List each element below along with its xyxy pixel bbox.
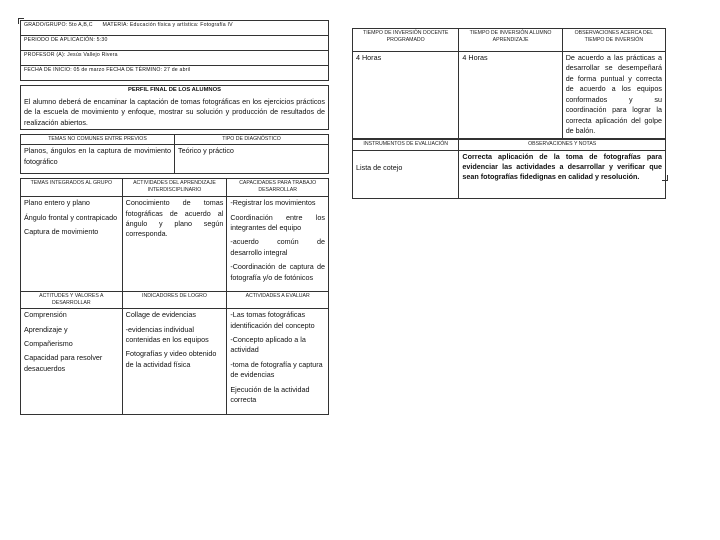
tiempo-table — [352, 28, 666, 139]
capacidad-item: -Coordinación de captura de fotografía y/o de fotónicos — [230, 262, 325, 282]
crop-mark — [18, 18, 24, 24]
indicador-item: -evidencias individual contenidas en los equipos — [125, 324, 209, 345]
indicador-item: Fotografías y video obtenido de la actividad física — [125, 349, 217, 369]
evaluar-item: -toma de fotografía y captura de evidencias — [230, 359, 323, 380]
materia-field: MATERIA: Educación física y artística: Fotografía IV — [102, 22, 233, 28]
capacidades-cell — [227, 197, 329, 292]
tiempo-docente-cell: 4 Horas — [353, 52, 459, 139]
tema-item: Plano entero y plano — [24, 198, 90, 208]
profesor-field: PROFESOR (A): Jesús Vallejo Rivera — [21, 51, 329, 66]
actitud-item: Capacidad para resolver desacuerdos — [24, 353, 103, 373]
actitudes-header: ACTITUDES Y VALORES A DESARROLLAR — [21, 292, 123, 309]
actividades-cell: Conocimiento de tomas fotográficas de acuerdo al ángulo y plano según corresponda. — [122, 197, 227, 292]
capacidad-item: -Registrar los movimientos — [230, 198, 316, 208]
evaluar-item: -Las tomas fotográficas identificación del concepto — [230, 310, 315, 330]
indicadores-cell — [122, 309, 227, 415]
capacidad-item: -acuerdo común de desarrollo integral — [230, 237, 325, 257]
tema-item: Ángulo frontal y contrapicado — [24, 212, 118, 222]
evaluar-header: ACTIVIDADES A EVALUAR — [227, 292, 329, 309]
indicadores-header: INDICADORES DE LOGRO — [122, 292, 227, 309]
contenido-table — [20, 178, 329, 415]
crop-mark — [662, 175, 668, 181]
tiempo-alumno-header: TIEMPO DE INVERSIÓN ALUMNO APRENDIZAJE — [459, 29, 562, 52]
capacidades-header: CAPACIDADES PARA TRABAJO DESARROLLAR — [227, 179, 329, 197]
grado-field: GRADO/GRUPO: 5to A,B,C — [24, 22, 93, 28]
evaluar-item: -Concepto aplicado a la actividad — [230, 335, 306, 355]
temas-previos-header: TEMAS NO COMUNES ENTRE PREVIOS — [21, 135, 175, 145]
tiempo-docente-header: TIEMPO DE INVERSIÓN DOCENTE PROGRAMADO — [353, 29, 459, 52]
observaciones-cell: Correcta aplicación de la toma de fotografías para evidenciar las actividades a desarrollar y verificar que sean fotografías fidedignas en calidad y resolución. — [459, 150, 666, 198]
observaciones-tiempo-header: OBSERVACIONES ACERCA DEL TIEMPO DE INVERSIÓN — [562, 29, 665, 52]
tiempo-alumno-cell: 4 Horas — [459, 52, 562, 139]
perfil-title: PERFIL FINAL DE LOS ALUMNOS — [21, 86, 329, 96]
header-table — [20, 20, 329, 81]
actitudes-cell — [21, 309, 123, 415]
tipo-diagnostico-cell: Teórico y práctico — [175, 145, 329, 174]
evaluar-cell — [227, 309, 329, 415]
evaluar-item: Ejecución de la actividad correcta — [230, 384, 310, 405]
diagnostico-table — [20, 134, 329, 174]
temas-integrados-cell — [21, 197, 123, 292]
fecha-field: FECHA DE INICIO: 05 de marzo FECHA DE TÉRMINO: 27 de abril — [21, 66, 329, 81]
actitud-item: Comprensión — [24, 310, 67, 320]
perfil-table — [20, 85, 329, 130]
indicador-item: Collage de evidencias — [125, 310, 196, 320]
temas-integrados-header: TEMAS INTEGRADOS AL GRUPO — [21, 179, 123, 197]
planning-sheet-left — [20, 20, 329, 415]
evaluacion-table — [352, 139, 666, 199]
tipo-diagnostico-header: TIPO DE DIAGNÓSTICO — [175, 135, 329, 145]
actitud-item: Compañerismo — [24, 339, 73, 349]
instrumento-cell: Lista de cotejo — [353, 150, 459, 198]
instrumentos-header: INSTRUMENTOS DE EVALUACIÓN — [353, 139, 459, 150]
temas-previos-cell: Planos, ángulos en la captura de movimiento fotográfico — [21, 145, 175, 174]
planning-sheet-right — [352, 28, 666, 199]
actividades-header: ACTIVIDADES DEL APRENDIZAJE INTERDISCIPLINARIO — [122, 179, 227, 197]
observaciones-header: OBSERVACIONES Y NOTAS — [459, 139, 666, 150]
periodo-field: PERIODO DE APLICACIÓN: 5:30 — [21, 36, 329, 51]
perfil-text: El alumno deberá de encaminar la captación de tomas fotográficas en los ejercicios prácticos de la escuela de movimiento y enfoque, mostrar su solución y producción de resultados de realización abiertos. — [21, 96, 329, 130]
observaciones-tiempo-cell: De acuerdo a las prácticas a desarrollar se desempeñará de forma puntual y correcta de acuerdo a los equipos conformados y su coordinación para lograr la correcta aplicación del golpe de balón. — [562, 52, 665, 139]
capacidad-item: Coordinación entre los integrantes del equipo — [230, 212, 325, 233]
actitud-item: Aprendizaje y — [24, 324, 68, 334]
tema-item: Captura de movimiento — [24, 227, 99, 237]
